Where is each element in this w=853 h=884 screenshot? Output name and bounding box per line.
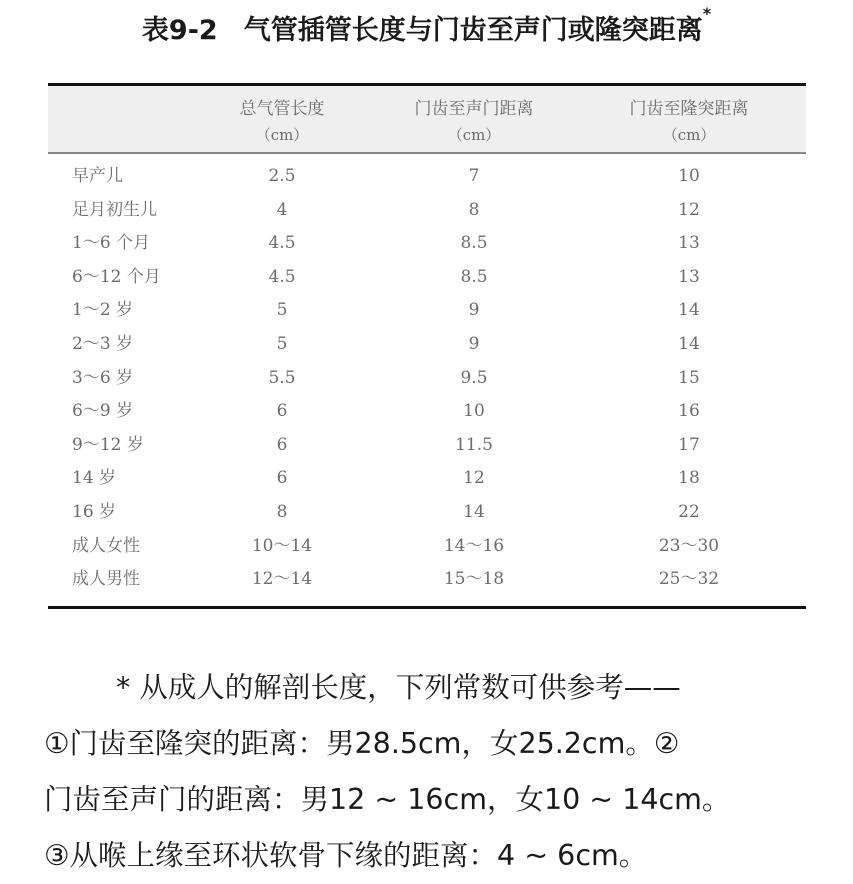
table-row (48, 529, 806, 563)
trachea-length-cell: 6 (276, 401, 288, 422)
header-label: 门齿至隆突距离 (629, 99, 749, 119)
teeth-carina-cell: 13 (678, 233, 700, 254)
teeth-carina-cell: 10 (678, 166, 700, 186)
header-unit: （cm） (255, 126, 309, 144)
data-table (48, 83, 806, 609)
teeth-glottis-cell: 9 (468, 333, 480, 354)
table-row (48, 394, 806, 428)
teeth-glottis-cell: 12 (463, 468, 485, 489)
teeth-carina-cell: 23～30 (658, 535, 720, 556)
age-cell: 6～12 个月 (72, 266, 161, 287)
teeth-glottis-cell: 11.5 (455, 434, 493, 455)
table-row (48, 159, 806, 193)
table-title (0, 4, 853, 47)
header-label: 门齿至声门距离 (414, 99, 534, 119)
table-row (48, 361, 806, 395)
trachea-length-cell: 6 (276, 434, 288, 455)
age-cell: 2～3 岁 (72, 333, 134, 354)
footnote-line: * 从成人的解剖长度，下列常数可供参考—— (116, 671, 681, 704)
teeth-glottis-cell: 14～16 (443, 535, 505, 556)
table-row (48, 495, 806, 529)
header-teeth-to-carina (609, 96, 769, 148)
header-trachea-length (214, 96, 350, 148)
teeth-glottis-cell: 14 (463, 501, 485, 522)
table-body (48, 154, 806, 606)
header-teeth-to-glottis (394, 96, 554, 148)
age-cell: 早产儿 (72, 166, 123, 186)
age-cell: 1～6 个月 (72, 233, 151, 254)
trachea-length-cell: 5 (276, 333, 288, 354)
table-title-text: 气管插管长度与门齿至声门或隆突距离 (243, 15, 703, 46)
trachea-length-cell: 5.5 (268, 367, 296, 388)
teeth-carina-cell: 25～32 (658, 569, 720, 590)
footnote-marker: * (702, 4, 712, 23)
trachea-length-cell: 4 (276, 199, 288, 220)
age-cell: 成人女性 (72, 535, 140, 556)
table-row (48, 327, 806, 361)
teeth-glottis-cell: 9.5 (460, 367, 488, 388)
trachea-length-cell: 12～14 (251, 569, 313, 590)
teeth-carina-cell: 12 (678, 199, 700, 220)
age-cell: 成人男性 (72, 569, 140, 590)
table-row (48, 260, 806, 294)
teeth-glottis-cell: 7 (468, 166, 480, 186)
table-row (48, 193, 806, 227)
teeth-carina-cell: 13 (678, 266, 700, 287)
teeth-glottis-cell: 8.5 (460, 233, 488, 254)
age-cell: 9～12 岁 (72, 434, 144, 455)
teeth-carina-cell: 16 (678, 401, 700, 422)
teeth-glottis-cell: 8.5 (460, 266, 488, 287)
trachea-length-cell: 5 (276, 300, 288, 321)
footnote-line: ①门齿至隆突的距离：男28.5cm，女25.2cm。② (44, 727, 680, 760)
table-number: 表9-2 (141, 15, 218, 46)
header-unit: （cm） (447, 126, 501, 144)
teeth-glottis-cell: 9 (468, 300, 480, 321)
footnote (44, 660, 844, 884)
trachea-length-cell: 4.5 (268, 233, 296, 254)
trachea-length-cell: 2.5 (268, 166, 296, 186)
trachea-length-cell: 4.5 (268, 266, 296, 287)
teeth-glottis-cell: 8 (468, 199, 480, 220)
teeth-carina-cell: 18 (678, 468, 700, 489)
footnote-line: ③从喉上缘至环状软骨下缘的距离：4 ~ 6cm。 (44, 839, 648, 872)
age-cell: 足月初生儿 (72, 199, 157, 220)
header-unit: （cm） (662, 126, 716, 144)
table-header (48, 86, 806, 154)
table-row (48, 461, 806, 495)
trachea-length-cell: 8 (276, 501, 288, 522)
footnote-line: 门齿至声门的距离：男12 ~ 16cm，女10 ~ 14cm。 (44, 783, 731, 816)
table-row (48, 226, 806, 260)
header-label: 总气管长度 (239, 99, 325, 119)
age-cell: 14 岁 (72, 468, 117, 489)
teeth-glottis-cell: 10 (463, 401, 485, 422)
trachea-length-cell: 6 (276, 468, 288, 489)
teeth-glottis-cell: 15～18 (443, 569, 505, 590)
teeth-carina-cell: 15 (678, 367, 700, 388)
table-row (48, 293, 806, 327)
table-row (48, 562, 806, 596)
age-cell: 3～6 岁 (72, 367, 134, 388)
teeth-carina-cell: 14 (678, 300, 700, 321)
teeth-carina-cell: 22 (678, 501, 700, 522)
trachea-length-cell: 10～14 (251, 535, 313, 556)
teeth-carina-cell: 14 (678, 333, 700, 354)
table-row (48, 428, 806, 462)
age-cell: 6～9 岁 (72, 401, 134, 422)
teeth-carina-cell: 17 (678, 434, 700, 455)
age-cell: 1～2 岁 (72, 300, 134, 321)
age-cell: 16 岁 (72, 501, 117, 522)
